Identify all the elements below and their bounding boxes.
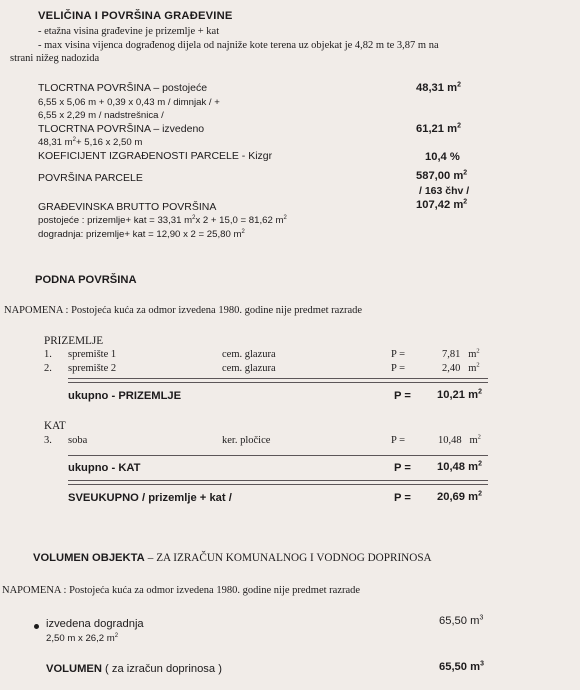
- row-3-value: 10,48 $m^2$: [438, 433, 481, 446]
- parcela-value: 587,00 $m^2$: [416, 169, 468, 182]
- row-1-p: P =: [391, 349, 405, 360]
- note-etazna-visina: - etažna visina građevine je prizemlje + kat: [38, 26, 220, 37]
- ukupno-kat-value: 10,48 $m^2$: [437, 460, 482, 473]
- row-1-num: 1.: [44, 349, 52, 360]
- napomena-volumen: NAPOMENA : Postojeća kuća za odmor izvedena 1980. godine nije predmet razrade: [2, 585, 361, 596]
- parcela-chv: / 163 čhv /: [419, 185, 470, 197]
- row-1-name: spremište 1: [68, 349, 117, 360]
- gbp-postojece: postojeće : prizemlje+ kat = 33,31 $m^2x$ 2 + 15,0 = 81,62 $m^2$: [38, 214, 287, 226]
- gbp-dogradnja: dogradnja: prizemlje+ kat = 12,90 x 2 = 25,80 $m^2$: [38, 228, 245, 240]
- tlocrtna-izvedeno-value: 61,21 $m^2$: [416, 122, 461, 135]
- divider-prizemlje-2: [68, 382, 488, 383]
- sveukupno-label: SVEUKUPNO / prizemlje + kat /: [68, 492, 232, 504]
- volumen-total-label: VOLUMEN ( za izračun doprinosa ): [46, 663, 222, 675]
- kat-title: KAT: [44, 420, 66, 432]
- kizgr-value: 10,4 %: [425, 151, 460, 163]
- ukupno-prizemlje-value: 10,21 $m^2$: [437, 388, 482, 401]
- gbp-value: 107,42 $m^2$: [416, 198, 468, 211]
- kizgr-label: KOEFICIJENT IZGRAĐENOSTI PARCELE - Kizgr: [38, 150, 273, 162]
- volumen-total-value: 65,50 $m^3$: [439, 660, 484, 673]
- sveukupno-value: 20,69 $m^2$: [437, 490, 482, 503]
- ukupno-prizemlje-label: ukupno - PRIZEMLJE: [68, 390, 182, 402]
- tlocrtna-izvedeno-label: TLOCRTNA POVRŠINA – izvedeno: [38, 123, 205, 135]
- row-1-material: cem. glazura: [222, 349, 276, 360]
- row-2-name: spremište 2: [68, 363, 117, 374]
- ukupno-kat-label: ukupno - KAT: [68, 462, 141, 474]
- sveukupno-p: P =: [394, 492, 411, 504]
- prizemlje-title: PRIZEMLJE: [44, 335, 104, 347]
- row-2-num: 2.: [44, 363, 52, 374]
- tlocrtna-postojece-formula-2: 6,55 x 2,29 m / nadstrešnica /: [38, 110, 164, 121]
- divider-kat-2: [68, 484, 488, 485]
- tlocrtna-postojece-label: TLOCRTNA POVRŠINA – postojeće: [38, 82, 208, 94]
- ukupno-prizemlje-p: P =: [394, 390, 411, 402]
- gbp-label: GRAĐEVINSKA BRUTTO POVRŠINA: [38, 201, 217, 213]
- parcela-label: POVRŠINA PARCELE: [38, 172, 143, 184]
- volumen-item-label: izvedena dogradnja: [46, 618, 144, 630]
- divider-prizemlje-1: [68, 378, 488, 379]
- volumen-item-formula: 2,50 m x 26,2 $m^2$: [46, 632, 119, 644]
- divider-kat-top: [68, 455, 488, 456]
- row-3-material: ker. pločice: [222, 435, 271, 446]
- row-3-num: 3.: [44, 435, 52, 446]
- row-2-value: 2,40 $m^2$: [442, 361, 480, 374]
- ukupno-kat-p: P =: [394, 462, 411, 474]
- note-max-visina-line1: - max visina vijenca dograđenog dijela od najniže kote terena uz objekat je 4,82 m te 3,87 m na: [38, 40, 439, 51]
- tlocrtna-izvedeno-formula: 48,31 $m^2+ 5,16$ x 2,50 m: [38, 136, 143, 148]
- row-2-p: P =: [391, 363, 405, 374]
- section-heading-podna: PODNA POVRŠINA: [35, 274, 137, 286]
- bullet-icon: [34, 624, 39, 629]
- row-1-value: 7,81 $m^2$: [442, 347, 480, 360]
- tlocrtna-postojece-formula-1: 6,55 x 5,06 m + 0,39 x 0,43 m / dimnjak / +: [38, 97, 220, 108]
- napomena-podna: NAPOMENA : Postojeća kuća za odmor izvedena 1980. godine nije predmet razrade: [4, 305, 363, 316]
- section-heading-volumen: VOLUMEN OBJEKTA – ZA IZRAČUN KOMUNALNOG I VODNOG DOPRINOSA: [33, 552, 432, 564]
- volumen-item-value: 65,50 $m^3$: [439, 614, 484, 627]
- section-heading-velicina: VELIČINA I POVRŠINA GRAĐEVINE: [38, 10, 233, 22]
- row-3-p: P =: [391, 435, 405, 446]
- tlocrtna-postojece-value: 48,31 $m^2$: [416, 81, 461, 94]
- divider-kat-1: [68, 480, 488, 481]
- row-2-material: cem. glazura: [222, 363, 276, 374]
- row-3-name: soba: [68, 435, 88, 446]
- note-max-visina-line2: strani nižeg nadozida: [10, 53, 100, 64]
